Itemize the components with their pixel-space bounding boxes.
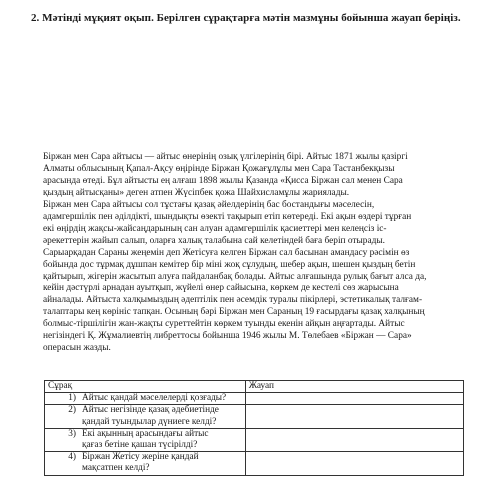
passage-line: қыздың айтысқаны» деген атпен Жүсіпбек қожа Шайхисламұлы жариялады. (43, 187, 350, 198)
question-number: 3) (68, 428, 76, 439)
qa-header-row (45, 381, 464, 393)
passage-line: екі өңірдің жақсы-жайсаңдарының сан алуан адамгершілік қасиеттері мен келеңсіз іс- (43, 223, 387, 234)
passage-line: әрекеттерін жайып салып, оларға халық талабына сай келетіндей баға беріп отырады. (43, 235, 385, 246)
answer-cell[interactable] (245, 428, 463, 451)
answer-cell[interactable] (245, 405, 463, 428)
table-row (45, 452, 464, 475)
table-row (45, 405, 464, 428)
question-text: қандай туындылар дүниеге келді? (82, 416, 217, 427)
passage-line: болмыс-тіршілігін жан-жақты суреттейтін көркем туынды екенін айқын аңғартады. Айтыс (43, 319, 405, 330)
passage-text (43, 152, 471, 355)
question-cell (45, 452, 246, 475)
question-text: Айтыс негізінде қазақ әдебиетінде (82, 405, 219, 416)
passage-line: Сарыарқадан Сараны жеңемін деп Жетісуға келген Біржан сал басынан амандасу рәсімін өз (43, 247, 410, 258)
question-number: 2) (68, 405, 76, 416)
answer-cell[interactable] (245, 393, 463, 405)
qa-table (44, 380, 464, 476)
table-row (45, 428, 464, 451)
question-number: 4) (68, 452, 76, 463)
passage-line: қайтырып, жігерін жасытып алуға пайдаланбақ болады. Айтыс алғашында рулық бағыт алса да, (43, 271, 427, 282)
passage-line: операсын жазды. (43, 343, 111, 354)
passage-line: айналады. Айтыста халқымыздың әдептілік пен әсемдік туралы пікірлері, эстетикалық талғам- (43, 295, 423, 306)
table-row (45, 393, 464, 405)
passage-line: бойында дос тұрмақ дұшпан кемітер бір міні жоқ сұлудың, шебер ақын, шешен қыздың бетін (43, 259, 416, 270)
passage-line: талаптары кең көрініс тапқан. Осының бәрі Біржан мен Сараның 19 ғасырдағы қазақ халқының (43, 307, 425, 318)
passage-line: негізіндегі Қ. Жұмалиевтің либреттосы бойынша 1946 жылы М. Төлебаев «Біржан — Сара» (43, 331, 412, 342)
question-column-header: Сұрақ (45, 381, 246, 393)
passage-line: арасында өтеді. Бұл айтысты ең алғаш 1898 жылы Қазанда «Қисса Біржан сал менен Сара (43, 175, 403, 186)
question-text: Біржан Жетісу жеріне қандай (82, 452, 199, 463)
question-text: Айтыс қандай мәселелерді қозғады? (82, 393, 227, 404)
answer-column-header: Жауап (245, 381, 463, 393)
passage-line: Біржан мен Сара айтысы сол тұстағы қазақ әйелдерінің бас бостандығы мәселесін, (43, 199, 375, 210)
passage-line: кейін дәстүрлі арнадан ауытқып, жүйелі өнер сайысына, көркем де кестелі сөз жарысына (43, 283, 399, 294)
question-cell (45, 405, 246, 428)
question-number: 1) (68, 393, 76, 404)
answer-cell[interactable] (245, 452, 463, 475)
passage-line: адамгершілік пен әділдікті, шындықты өзекті тақырып етіп көтереді. Екі ақын өздері тұрған (43, 211, 412, 222)
question-cell (45, 428, 246, 451)
passage-line: Біржан мен Сара айтысы — айтыс өнерінің озық үлгілерінің бірі. Айтыс 1871 жылы қазіргі (43, 152, 408, 162)
question-text: мақсатпен келді? (82, 463, 150, 474)
task-heading: 2. Мәтінді мұқият оқып. Берілген сұрақтарға мәтін мазмұны бойынша жауап беріңіз. (31, 12, 461, 24)
question-text: қағаз бетіне қашан түсірілді? (82, 440, 198, 451)
question-text: Екі ақынның арасындағы айтыс (82, 428, 209, 439)
passage-line: Алматы облысының Қапал-Ақсу өңірінде Біржан Қожағұлұлы мен Сара Тастанбекқызы (43, 163, 395, 174)
question-cell (45, 393, 246, 405)
